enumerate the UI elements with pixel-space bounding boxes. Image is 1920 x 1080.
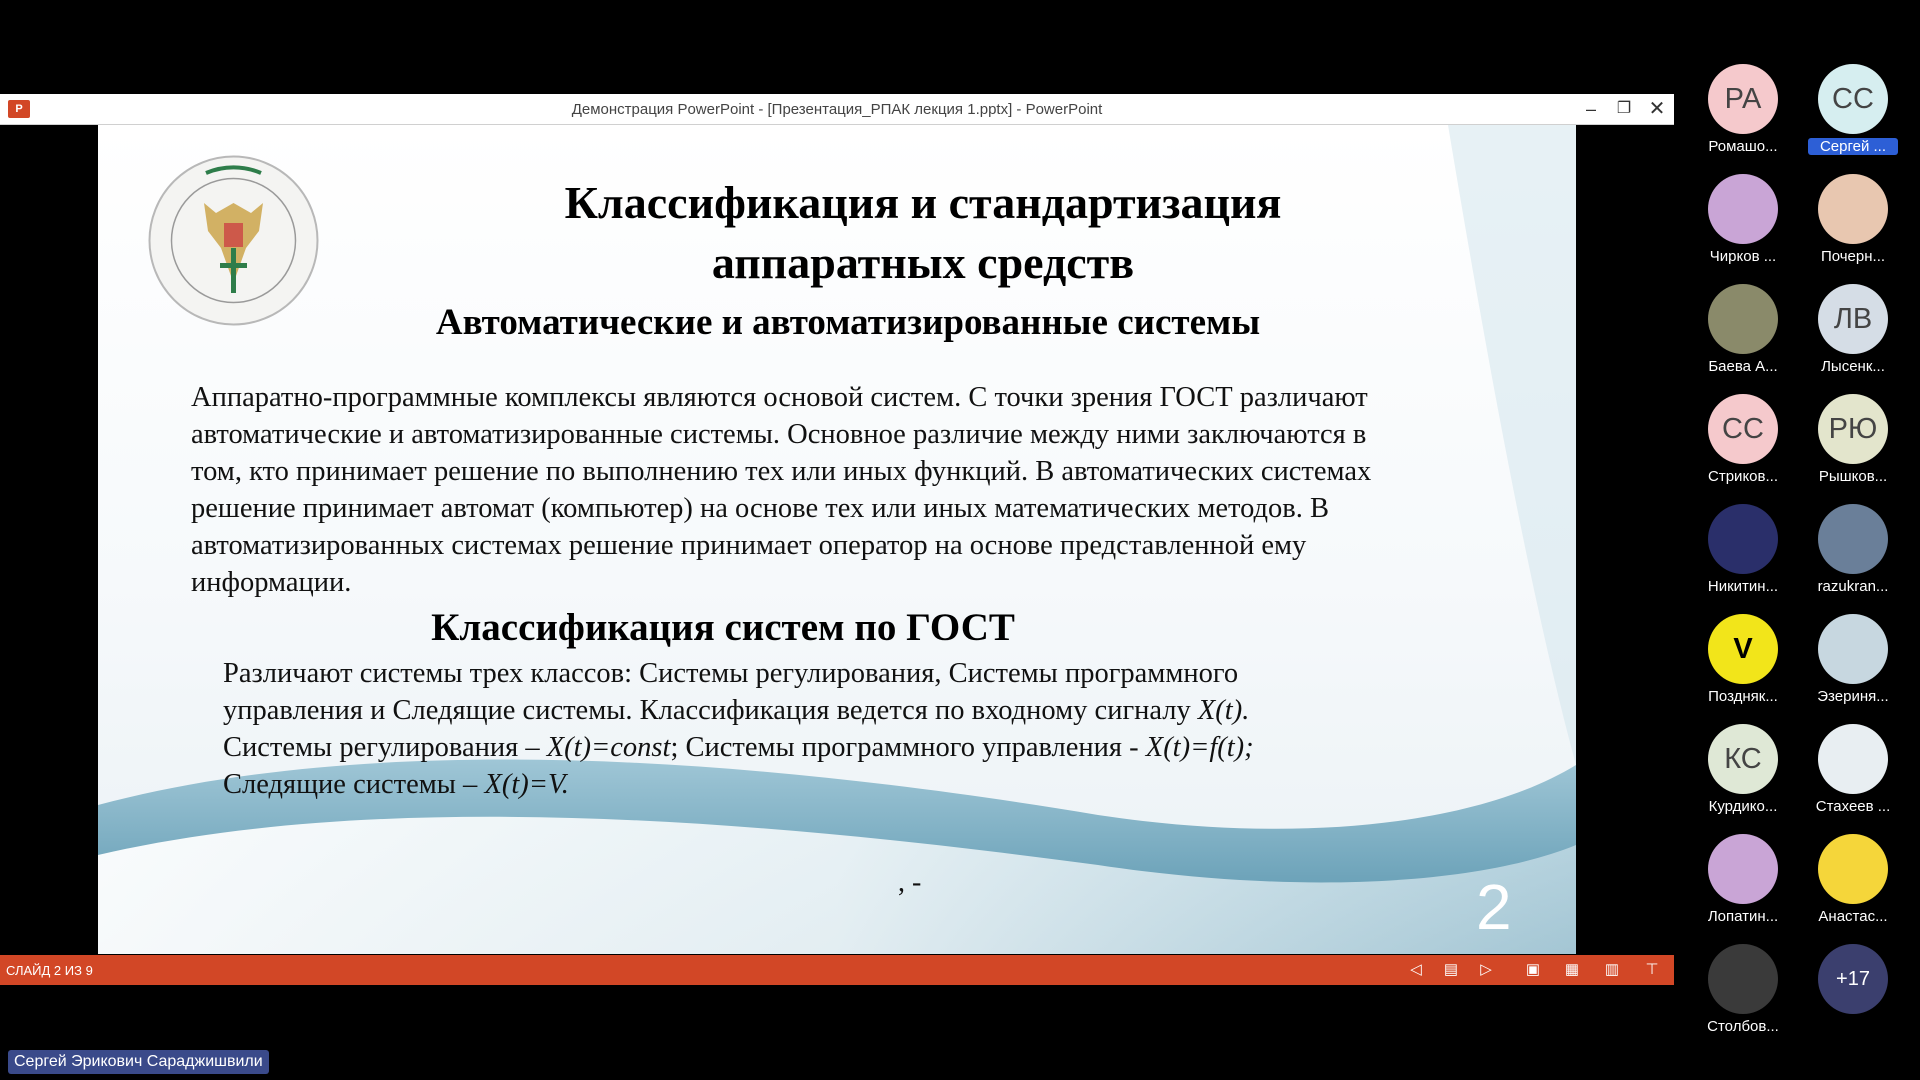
- avatar: [1708, 174, 1778, 244]
- participant-name: Поздняк...: [1708, 688, 1778, 705]
- participant-name: Анастас...: [1818, 908, 1888, 925]
- section-heading: Классификация систем по ГОСТ: [431, 606, 1015, 649]
- participant-tile[interactable]: [1798, 394, 1908, 494]
- active-speaker-label: Сергей Эрикович Сараджишвили: [8, 1050, 269, 1074]
- participant-name: Ромашо...: [1708, 138, 1778, 155]
- participant-name: Лысенк...: [1821, 358, 1885, 375]
- formula: X(t)=f(t);: [1145, 732, 1254, 763]
- more-participants-count: +17: [1818, 944, 1888, 1014]
- line-text: управления и Следящие системы. Классификация ведется по входному сигналу: [223, 695, 1198, 726]
- participant-tile[interactable]: [1688, 394, 1798, 494]
- participant-tile[interactable]: [1798, 724, 1908, 824]
- slide-subtitle: Автоматические и автоматизированные системы: [435, 302, 1261, 343]
- classification-line: [223, 692, 1423, 729]
- participant-name: Чирков ...: [1709, 248, 1777, 265]
- slideshow-icon[interactable]: ⊤: [1645, 961, 1659, 978]
- participant-name: Рышков...: [1818, 468, 1888, 485]
- paragraph-line: автоматические и автоматизированные системы. Основное различие между ними заключаются в: [191, 419, 1367, 450]
- slide-title: [398, 173, 1448, 293]
- slide-title-line-2: аппаратных средств: [711, 237, 1135, 288]
- avatar: СС: [1818, 64, 1888, 134]
- notes-icon[interactable]: ▤: [1443, 961, 1459, 978]
- participant-tile[interactable]: [1688, 174, 1798, 274]
- slide-title-line-1: Классификация и стандартизация: [564, 177, 1282, 228]
- minimize-button[interactable]: –: [1585, 99, 1596, 119]
- formula: X(t)=const: [546, 732, 671, 763]
- avatar: [1818, 614, 1888, 684]
- participant-tile[interactable]: [1798, 614, 1908, 714]
- reading-view-icon[interactable]: ▥: [1604, 961, 1620, 978]
- participant-tile[interactable]: [1688, 284, 1798, 384]
- university-seal-logo: [146, 153, 321, 328]
- avatar: [1708, 504, 1778, 574]
- avatar: [1708, 834, 1778, 904]
- classification-line: [223, 766, 1423, 803]
- participant-name: Лопатин...: [1707, 908, 1779, 925]
- line-text: Следящие системы –: [223, 769, 485, 800]
- avatar: [1818, 174, 1888, 244]
- slide-paragraph: [191, 379, 1491, 601]
- avatar: [1708, 284, 1778, 354]
- close-button[interactable]: ✕: [1648, 98, 1666, 120]
- participant-name: Никитин...: [1707, 578, 1779, 595]
- participant-tile[interactable]: [1688, 944, 1798, 1044]
- line-text: Системы регулирования –: [223, 732, 547, 763]
- paragraph-line: информации.: [191, 567, 352, 598]
- avatar: [1818, 724, 1888, 794]
- participant-name: Курдико...: [1708, 798, 1778, 815]
- avatar: [1818, 834, 1888, 904]
- participant-name: Столбов...: [1707, 1018, 1779, 1035]
- participant-name: Баева А...: [1708, 358, 1778, 375]
- slide-counter: СЛАЙД 2 ИЗ 9: [6, 963, 93, 978]
- participant-tile[interactable]: [1798, 174, 1908, 274]
- slide-number: 2: [1476, 871, 1512, 943]
- avatar: [1708, 944, 1778, 1014]
- formula: X(t)=V.: [484, 769, 569, 800]
- participant-name: Почерн...: [1820, 248, 1886, 265]
- line-text: ; Системы программного управления -: [670, 732, 1146, 763]
- participant-tile[interactable]: [1688, 614, 1798, 714]
- slideshow-statusbar: [0, 955, 1674, 985]
- participant-name: Стриков...: [1708, 468, 1778, 485]
- participant-tile[interactable]: [1688, 504, 1798, 604]
- paragraph-line: автоматизированных системах решение принимает оператор на основе представленной ему: [191, 530, 1307, 561]
- classification-line: Различают системы трех классов: Системы регулирования, Системы программного: [223, 658, 1239, 689]
- participant-tile[interactable]: [1688, 64, 1798, 164]
- avatar: V: [1708, 614, 1778, 684]
- participant-tile[interactable]: [1798, 504, 1908, 604]
- classification-line: [223, 729, 1423, 766]
- prev-icon[interactable]: ◁: [1410, 961, 1422, 978]
- formula: X(t).: [1197, 695, 1250, 726]
- window-titlebar: [0, 94, 1674, 125]
- participant-name: Сергей ...: [1808, 138, 1898, 155]
- participant-tile[interactable]: [1798, 284, 1908, 384]
- powerpoint-app-icon[interactable]: P: [8, 100, 30, 118]
- window-title: Демонстрация PowerPoint - [Презентация_РПАК лекция 1.pptx] - PowerPoint: [571, 101, 1103, 118]
- avatar: РЮ: [1818, 394, 1888, 464]
- paragraph-line: решение принимает автомат (компьютер) на основе тех или иных математических методов. В: [191, 493, 1330, 524]
- paragraph-line: Аппаратно-программные комплексы являются основой систем. С точки зрения ГОСТ различают: [191, 382, 1368, 413]
- avatar: [1818, 504, 1888, 574]
- slide[interactable]: [98, 125, 1576, 954]
- avatar: ЛВ: [1818, 284, 1888, 354]
- avatar: КС: [1708, 724, 1778, 794]
- avatar: СС: [1708, 394, 1778, 464]
- participant-name: Стахеев ...: [1815, 798, 1891, 815]
- powerpoint-window: [0, 94, 1674, 986]
- participant-tile[interactable]: [1798, 834, 1908, 934]
- next-icon[interactable]: ▷: [1480, 961, 1492, 978]
- participant-tile[interactable]: [1798, 64, 1908, 164]
- avatar: РА: [1708, 64, 1778, 134]
- more-participants-button[interactable]: [1798, 944, 1908, 1044]
- slide-sorter-icon[interactable]: ▦: [1564, 961, 1580, 978]
- stray-mark: , -: [898, 867, 922, 898]
- classification-text: [223, 655, 1423, 803]
- paragraph-line: том, кто принимает решение по выполнению тех или иных функций. В автоматических системах: [191, 456, 1372, 487]
- participant-name: Эзериня...: [1817, 688, 1889, 705]
- participant-tile[interactable]: [1688, 724, 1798, 824]
- participant-tile[interactable]: [1688, 834, 1798, 934]
- normal-view-icon[interactable]: ▣: [1525, 961, 1541, 978]
- participant-name: razukran...: [1817, 578, 1889, 595]
- maximize-button[interactable]: ❐: [1616, 100, 1632, 117]
